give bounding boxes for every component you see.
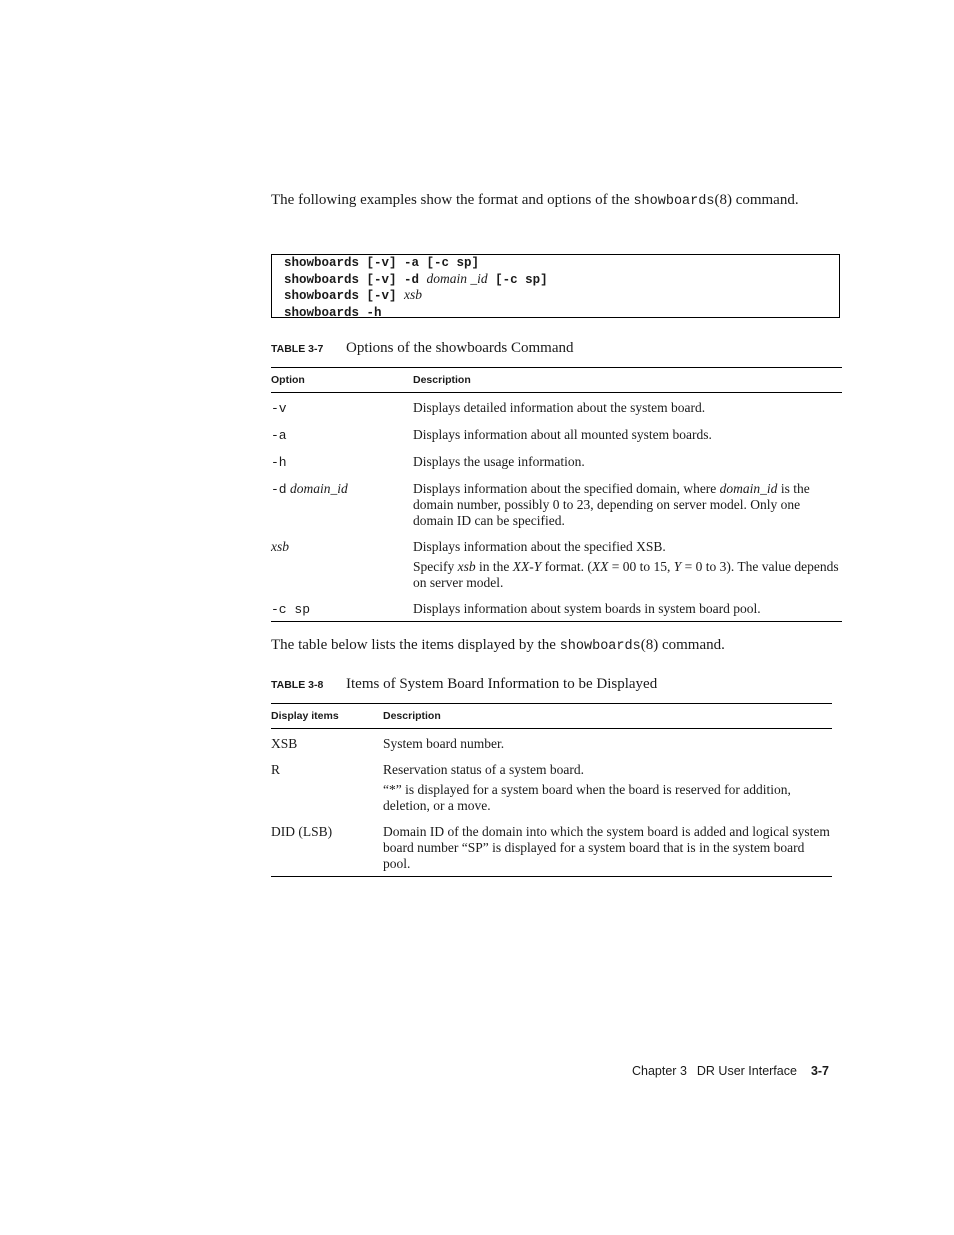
description-cell: Displays information about system boards in system board pool. (413, 601, 761, 616)
option-cell: -a (271, 428, 287, 443)
description-cell: Displays the usage information. (413, 454, 585, 469)
table1-number: TABLE 3-7 (271, 343, 324, 355)
intro-paragraph (271, 191, 811, 211)
intro-text: The following examples show the format and options of the (271, 192, 634, 208)
option-cell: -v (271, 401, 287, 416)
table-header-row (271, 368, 842, 393)
table-row (271, 393, 842, 418)
option-cell: -h (271, 455, 287, 470)
table-row (271, 814, 832, 877)
table-row (271, 752, 832, 814)
column-header-display-items: Display items (271, 704, 383, 729)
option-cell: -d (271, 482, 287, 497)
table2-number: TABLE 3-8 (271, 679, 324, 691)
description-cell: System board number. (383, 736, 505, 751)
table-row (271, 444, 842, 471)
code-line-2: showboards [-v] -d domain _id [-c sp] (284, 270, 548, 287)
table1-title: Options of the showboards Command (346, 340, 574, 356)
item-cell: R (271, 762, 281, 777)
table2-title: Items of System Board Information to be Displayed (346, 676, 658, 692)
table1-caption (271, 340, 573, 357)
description-cell: Displays information about the specified XSB. (413, 539, 666, 554)
code-block (271, 254, 840, 318)
table2-caption (271, 676, 657, 693)
item-cell: XSB (271, 736, 298, 751)
description-cell: Displays detailed information about the system board. (413, 400, 706, 415)
footer-title: DR User Interface (696, 1064, 797, 1078)
description-detail: “*” is displayed for a system board when the board is reserved for addition, deletion, or a move. (383, 782, 791, 813)
option-cell: -c sp (271, 602, 311, 617)
description-detail: Specify xsb in the XX-Y format. (XX = 00 to 15, Y = 0 to 3). The value depends on server model. (413, 559, 839, 590)
display-items-table (271, 703, 832, 877)
intro-text-end: (8) command. (714, 192, 799, 208)
code-line-1: showboards [-v] -a [-c sp] (284, 256, 480, 270)
item-cell: DID (LSB) (271, 824, 333, 839)
option-argument: domain_id (289, 481, 348, 496)
column-header-option: Option (271, 368, 413, 393)
description-cell: Displays information about all mounted system boards. (413, 427, 712, 442)
code-line-4: showboards -h (284, 305, 382, 320)
table-row (271, 417, 842, 444)
table-row (271, 729, 832, 753)
table-row (271, 529, 842, 591)
page-number: 3-7 (810, 1064, 830, 1078)
description-cell: Domain ID of the domain into which the system board is added and logical system board number “SP” is displayed for a system board that is in the system board pool. (383, 824, 830, 871)
table-row (271, 471, 842, 529)
table-header-row (271, 704, 832, 729)
table-row (271, 591, 842, 622)
options-table (271, 367, 842, 622)
page-footer (632, 1064, 829, 1078)
command-name: showboards (633, 194, 715, 209)
description-cell: Reservation status of a system board. (383, 762, 584, 777)
option-cell: xsb (271, 539, 289, 554)
code-line-3: showboards [-v] xsb (284, 287, 423, 303)
intro2-text: The table below lists the items displayed by the (271, 637, 560, 653)
column-header-description: Description (383, 704, 832, 729)
description-cell: Displays information about the specified domain, where domain_id is the domain number, possibly 0 to 23, depending on server model. Only one domain ID can be specified. (413, 481, 810, 528)
intro2-paragraph (271, 636, 831, 656)
column-header-description: Description (413, 368, 842, 393)
command-name: showboards (559, 639, 641, 654)
intro2-text-end: (8) command. (640, 637, 725, 653)
footer-chapter: Chapter 3 (632, 1064, 687, 1078)
